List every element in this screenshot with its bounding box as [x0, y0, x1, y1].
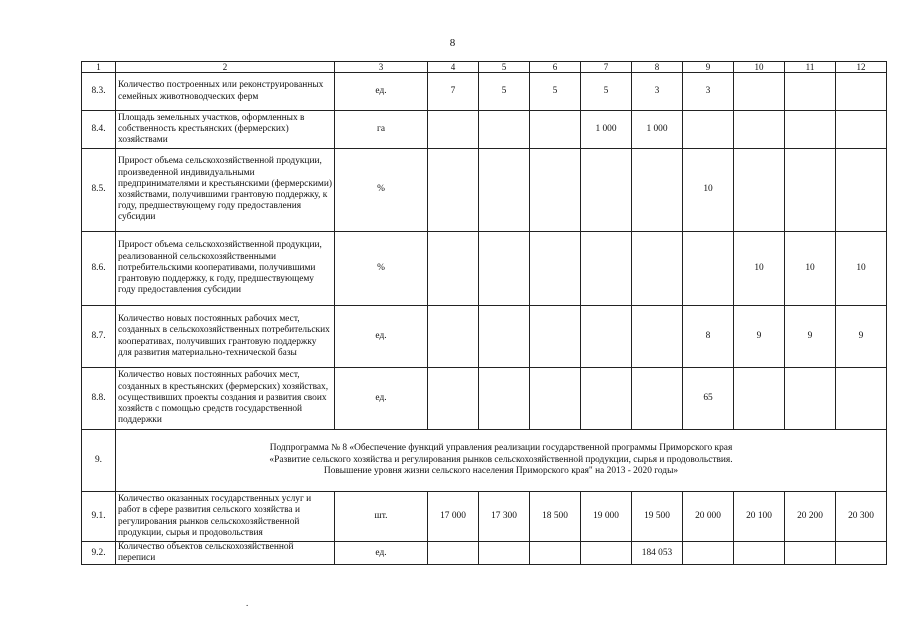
indicator-name: Количество оказанных государственных услуг и работ в сфере развития сельского хозяйства и регулирования рынков сельскохозяйственной продукции, сырья и продовольствия: [116, 492, 335, 542]
row-number: 9.2.: [82, 542, 116, 565]
value-cell: [734, 149, 785, 232]
value-cell: [785, 368, 836, 430]
value-cell: [785, 149, 836, 232]
value-cell: [734, 73, 785, 111]
indicator-name: Количество новых постоянных рабочих мест, созданных в сельскохозяйственных потребительских кооперативах, получивших грантовую поддержку для развития материально-технической базы: [116, 306, 335, 368]
value-cell: [632, 232, 683, 306]
value-cell: [530, 368, 581, 430]
row-number: 9.1.: [82, 492, 116, 542]
subprogram-title: [116, 430, 887, 492]
row-number: 8.8.: [82, 368, 116, 430]
value-cell: 19 500: [632, 492, 683, 542]
column-header: 1: [82, 62, 116, 73]
value-cell: 1 000: [632, 111, 683, 149]
value-cell: [479, 306, 530, 368]
value-cell: [836, 542, 887, 565]
column-header: 8: [632, 62, 683, 73]
value-cell: 20 100: [734, 492, 785, 542]
value-cell: 9: [734, 306, 785, 368]
table-row: [82, 306, 887, 368]
indicator-name: Количество объектов сельскохозяйственной переписи: [116, 542, 335, 565]
table-row: [82, 73, 887, 111]
value-cell: 19 000: [581, 492, 632, 542]
value-cell: [785, 542, 836, 565]
value-cell: [734, 111, 785, 149]
value-cell: [581, 232, 632, 306]
value-cell: 10: [734, 232, 785, 306]
value-cell: [530, 542, 581, 565]
value-cell: [479, 149, 530, 232]
value-cell: [530, 149, 581, 232]
table-row: [82, 492, 887, 542]
footer-mark: .: [246, 598, 249, 608]
section-number: 9.: [82, 430, 116, 492]
value-cell: [836, 149, 887, 232]
value-cell: 20 000: [683, 492, 734, 542]
table-row: [82, 149, 887, 232]
indicator-name: Прирост объема сельскохозяйственной продукции, реализованной сельскохозяйственными потребительскими кооперативами, получившими грантовую поддержку, к году, предшествующему году предоставления субсидии: [116, 232, 335, 306]
value-cell: 184 053: [632, 542, 683, 565]
indicator-name: Количество построенных или реконструированных семейных животноводческих ферм: [116, 73, 335, 111]
unit-cell: %: [335, 232, 428, 306]
table-row: [82, 232, 887, 306]
value-cell: [836, 73, 887, 111]
value-cell: 20 200: [785, 492, 836, 542]
value-cell: 5: [530, 73, 581, 111]
unit-cell: ед.: [335, 542, 428, 565]
value-cell: 9: [785, 306, 836, 368]
value-cell: 10: [785, 232, 836, 306]
value-cell: [581, 306, 632, 368]
value-cell: [683, 542, 734, 565]
value-cell: [683, 232, 734, 306]
value-cell: 5: [479, 73, 530, 111]
value-cell: [734, 542, 785, 565]
value-cell: 5: [581, 73, 632, 111]
value-cell: [479, 232, 530, 306]
subprogram-title-line: Подпрограмма № 8 «Обеспечение функций управления реализации государственной программы Приморского края: [269, 443, 733, 454]
unit-cell: ед.: [335, 368, 428, 430]
column-header: 12: [836, 62, 887, 73]
value-cell: 7: [428, 73, 479, 111]
value-cell: [581, 149, 632, 232]
value-cell: 17 000: [428, 492, 479, 542]
value-cell: [428, 368, 479, 430]
indicator-name: Прирост объема сельскохозяйственной продукции, произведенной индивидуальными предпринимателями и крестьянскими (фермерскими) хозяйствами, получившими грантовую поддержку, к году, предшествующему году предоставления субсидии: [116, 149, 335, 232]
value-cell: [479, 111, 530, 149]
column-header: 3: [335, 62, 428, 73]
value-cell: [428, 232, 479, 306]
value-cell: [428, 149, 479, 232]
value-cell: [632, 149, 683, 232]
unit-cell: шт.: [335, 492, 428, 542]
value-cell: 3: [632, 73, 683, 111]
unit-cell: ед.: [335, 306, 428, 368]
value-cell: [479, 368, 530, 430]
value-cell: [632, 368, 683, 430]
section-row: [82, 430, 887, 492]
value-cell: [530, 232, 581, 306]
value-cell: [785, 111, 836, 149]
value-cell: [785, 73, 836, 111]
value-cell: 18 500: [530, 492, 581, 542]
value-cell: [581, 368, 632, 430]
value-cell: 10: [836, 232, 887, 306]
value-cell: 10: [683, 149, 734, 232]
unit-cell: га: [335, 111, 428, 149]
unit-cell: %: [335, 149, 428, 232]
row-number: 8.5.: [82, 149, 116, 232]
column-header: 2: [116, 62, 335, 73]
value-cell: 17 300: [479, 492, 530, 542]
column-header: 5: [479, 62, 530, 73]
value-cell: [683, 111, 734, 149]
row-number: 8.7.: [82, 306, 116, 368]
value-cell: 1 000: [581, 111, 632, 149]
value-cell: [530, 111, 581, 149]
value-cell: 65: [683, 368, 734, 430]
value-cell: [632, 306, 683, 368]
value-cell: [479, 542, 530, 565]
column-header: 11: [785, 62, 836, 73]
value-cell: [836, 111, 887, 149]
value-cell: [530, 306, 581, 368]
value-cell: [734, 368, 785, 430]
page-number: 8: [449, 37, 456, 49]
value-cell: [428, 111, 479, 149]
value-cell: [428, 306, 479, 368]
column-header: 6: [530, 62, 581, 73]
value-cell: 20 300: [836, 492, 887, 542]
column-header: 4: [428, 62, 479, 73]
value-cell: [836, 368, 887, 430]
subprogram-title-line: Повышение уровня жизни сельского населения Приморского края" на 2013 - 2020 годы»: [323, 466, 679, 477]
row-number: 8.3.: [82, 73, 116, 111]
column-header: 7: [581, 62, 632, 73]
row-number: 8.4.: [82, 111, 116, 149]
indicator-name: Количество новых постоянных рабочих мест, созданных в крестьянских (фермерских) хозяйствах, осуществивших проекты создания и развития своих хозяйств с помощью средств государственной поддержки: [116, 368, 335, 430]
value-cell: 9: [836, 306, 887, 368]
table-row: [82, 368, 887, 430]
table-row: [82, 111, 887, 149]
column-header: 9: [683, 62, 734, 73]
value-cell: 8: [683, 306, 734, 368]
table-row: [82, 542, 887, 565]
row-number: 8.6.: [82, 232, 116, 306]
value-cell: [581, 542, 632, 565]
value-cell: 3: [683, 73, 734, 111]
header-row: [82, 62, 887, 73]
column-header: 10: [734, 62, 785, 73]
subprogram-title-line: «Развитие сельского хозяйства и регулирования рынков сельскохозяйственной продукции, сырья и продовольствия.: [269, 454, 733, 465]
unit-cell: ед.: [335, 73, 428, 111]
value-cell: [428, 542, 479, 565]
indicator-name: Площадь земельных участков, оформленных в собственность крестьянских (фермерских) хозяйствами: [116, 111, 335, 149]
indicators-table: [81, 61, 887, 565]
